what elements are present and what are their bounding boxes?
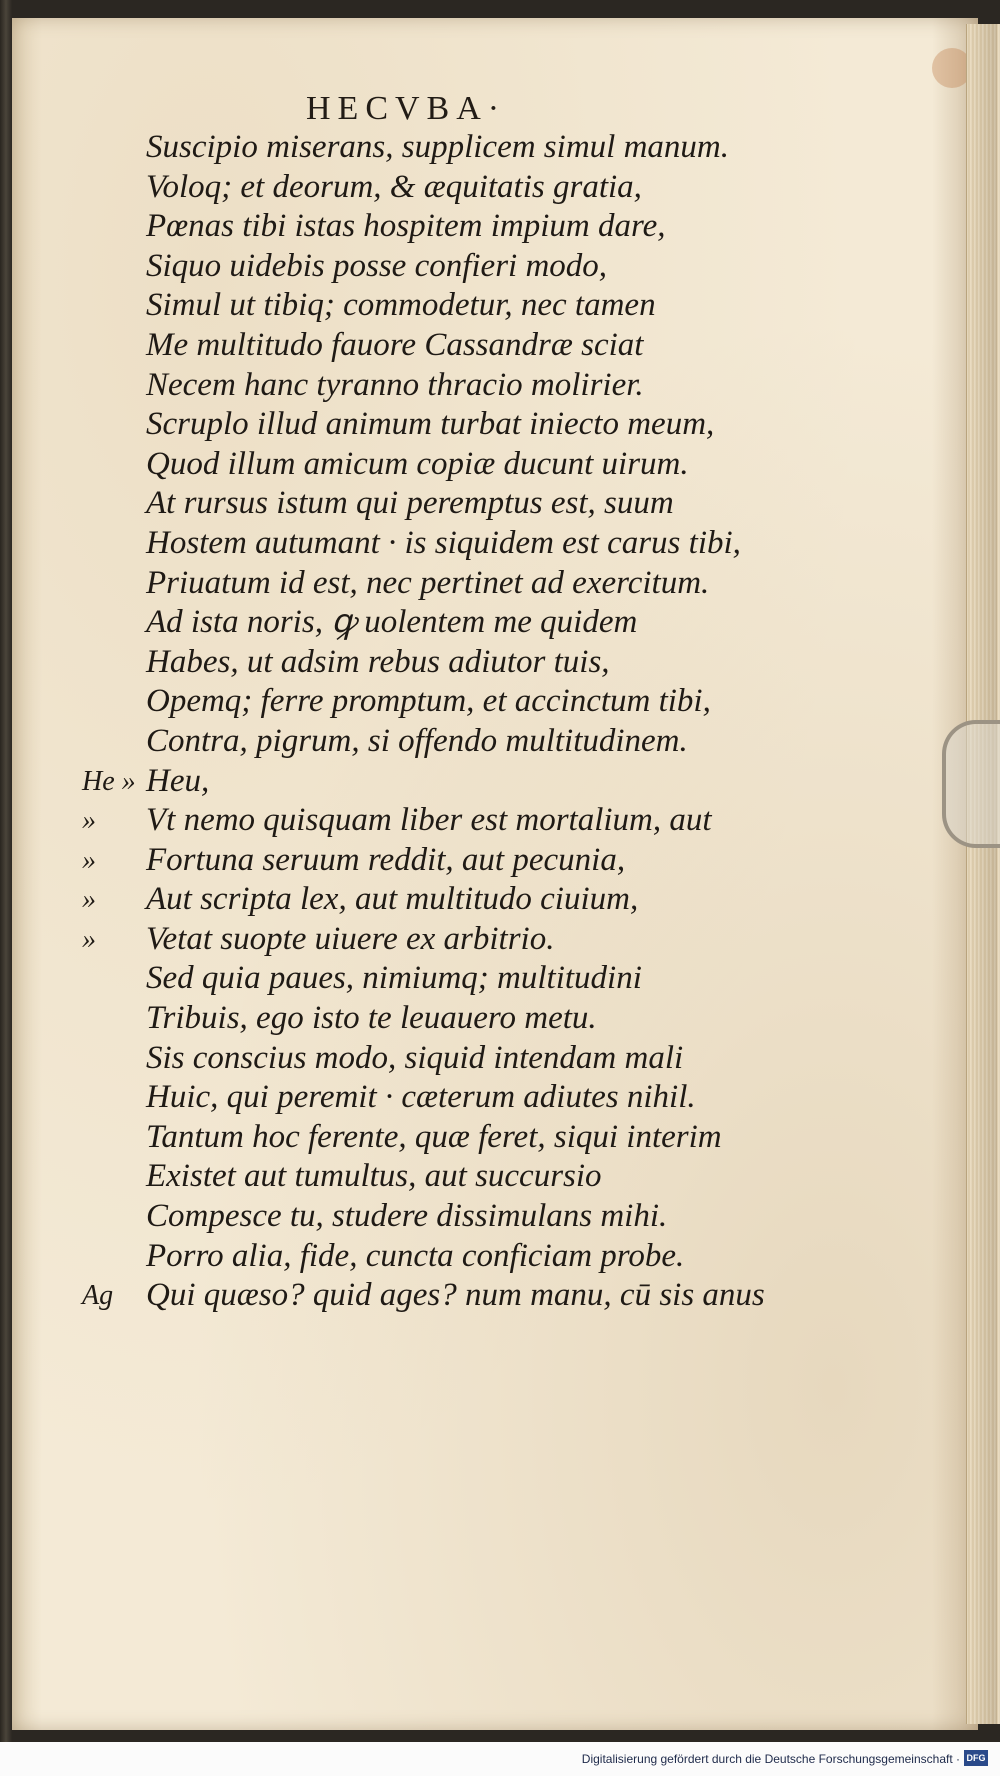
page-clip [942, 720, 1000, 848]
verse-text: Quod illum amicum copiæ ducunt uirum. [146, 445, 689, 482]
verse-line [12, 841, 978, 881]
verse-line [12, 286, 978, 326]
verse-text: Existet aut tumultus, aut succursio [146, 1158, 602, 1195]
line-marker: » [82, 884, 96, 916]
verse-text: Hostem autumant · is siquidem est carus tibi, [146, 524, 741, 561]
verse-text: Suscipio miserans, supplicem simul manum. [146, 129, 729, 165]
verse-text: Me multitudo fauore Cassandræ sciat [146, 326, 644, 363]
verse-line [12, 1078, 978, 1118]
line-marker: » [82, 805, 96, 837]
book-page [12, 18, 978, 1730]
digitization-credit: Digitalisierung gefördert durch die Deutsche Forschungsgemeinschaft · [581, 1752, 960, 1766]
verse-line [12, 959, 978, 999]
verse-line [12, 682, 978, 722]
verse-text: Pœnas tibi istas hospitem impium dare, [146, 208, 666, 245]
verse-line [12, 1197, 978, 1237]
verse-line [12, 1039, 978, 1079]
verse-line [12, 1276, 978, 1316]
verse-line [12, 128, 978, 168]
verse-text: Habes, ut adsim rebus adiutor tuis, [146, 643, 610, 680]
running-header: HECVBA· [306, 90, 507, 127]
verse-text: Simul ut tibiq; commodetur, nec tamen [146, 287, 656, 324]
verse-text: Huic, qui peremit · cæterum adiutes nihil. [146, 1079, 696, 1116]
verse-line [12, 366, 978, 406]
verse-line [12, 247, 978, 287]
verse-line [12, 445, 978, 485]
verse-text: Porro alia, fide, cuncta conficiam probe. [146, 1237, 685, 1274]
verse-line [12, 643, 978, 683]
verse-line [12, 524, 978, 564]
verse-line [12, 801, 978, 841]
verse-text: At rursus istum qui peremptus est, suum [146, 485, 674, 522]
line-marker: He » [82, 765, 136, 797]
verse-line [12, 405, 978, 445]
verse-text: Siquo uidebis posse confieri modo, [146, 247, 608, 284]
verse-line [12, 484, 978, 524]
verse-text: Scruplo illud animum turbat iniecto meum, [146, 406, 715, 443]
verse-line [12, 920, 978, 960]
verse-text: Tribuis, ego isto te leuauero metu. [146, 1000, 597, 1037]
verse-line [12, 326, 978, 366]
verse-text: Opemq; ferre promptum, et accinctum tibi, [146, 683, 711, 720]
verse-text: Ad ista noris, ꝙ uolentem me quidem [146, 604, 638, 641]
verse-line [12, 1237, 978, 1277]
verse-text: Vt nemo quisquam liber est mortalium, aut [146, 802, 712, 839]
verse-line [12, 722, 978, 762]
verse-block [12, 128, 978, 1316]
verse-line [12, 564, 978, 604]
verse-text: Vetat suopte uiuere ex arbitrio. [146, 920, 555, 957]
dfg-logo: DFG [964, 1750, 988, 1766]
verse-text: Sed quia paues, nimiumq; multitudini [146, 960, 642, 997]
verse-text: Priuatum id est, nec pertinet ad exercitum. [146, 564, 710, 601]
verse-text: Aut scripta lex, aut multitudo ciuium, [146, 881, 639, 918]
line-marker: » [82, 844, 96, 876]
verse-text: Heu, [146, 762, 210, 799]
verse-line [12, 207, 978, 247]
verse-line [12, 1118, 978, 1158]
page-edges [966, 24, 1000, 1724]
verse-text: Qui quæso? quid ages? num manu, cū sis anus [146, 1277, 765, 1314]
verse-text: Necem hanc tyranno thracio molirier. [146, 366, 644, 403]
line-marker: Ag [82, 1280, 114, 1312]
verse-line [12, 168, 978, 208]
verse-text: Sis conscius modo, siquid intendam mali [146, 1039, 684, 1076]
line-marker: » [82, 923, 96, 955]
verse-text: Fortuna seruum reddit, aut pecunia, [146, 841, 626, 878]
verse-line [12, 762, 978, 802]
verse-text: Compesce tu, studere dissimulans mihi. [146, 1198, 668, 1235]
verse-line [12, 1157, 978, 1197]
verse-text: Voloq; et deorum, & æquitatis gratia, [146, 168, 642, 205]
verse-line [12, 999, 978, 1039]
verse-line [12, 603, 978, 643]
verse-text: Tantum hoc ferente, quæ feret, siqui interim [146, 1118, 722, 1155]
verse-text: Contra, pigrum, si offendo multitudinem. [146, 722, 688, 759]
verse-line [12, 880, 978, 920]
